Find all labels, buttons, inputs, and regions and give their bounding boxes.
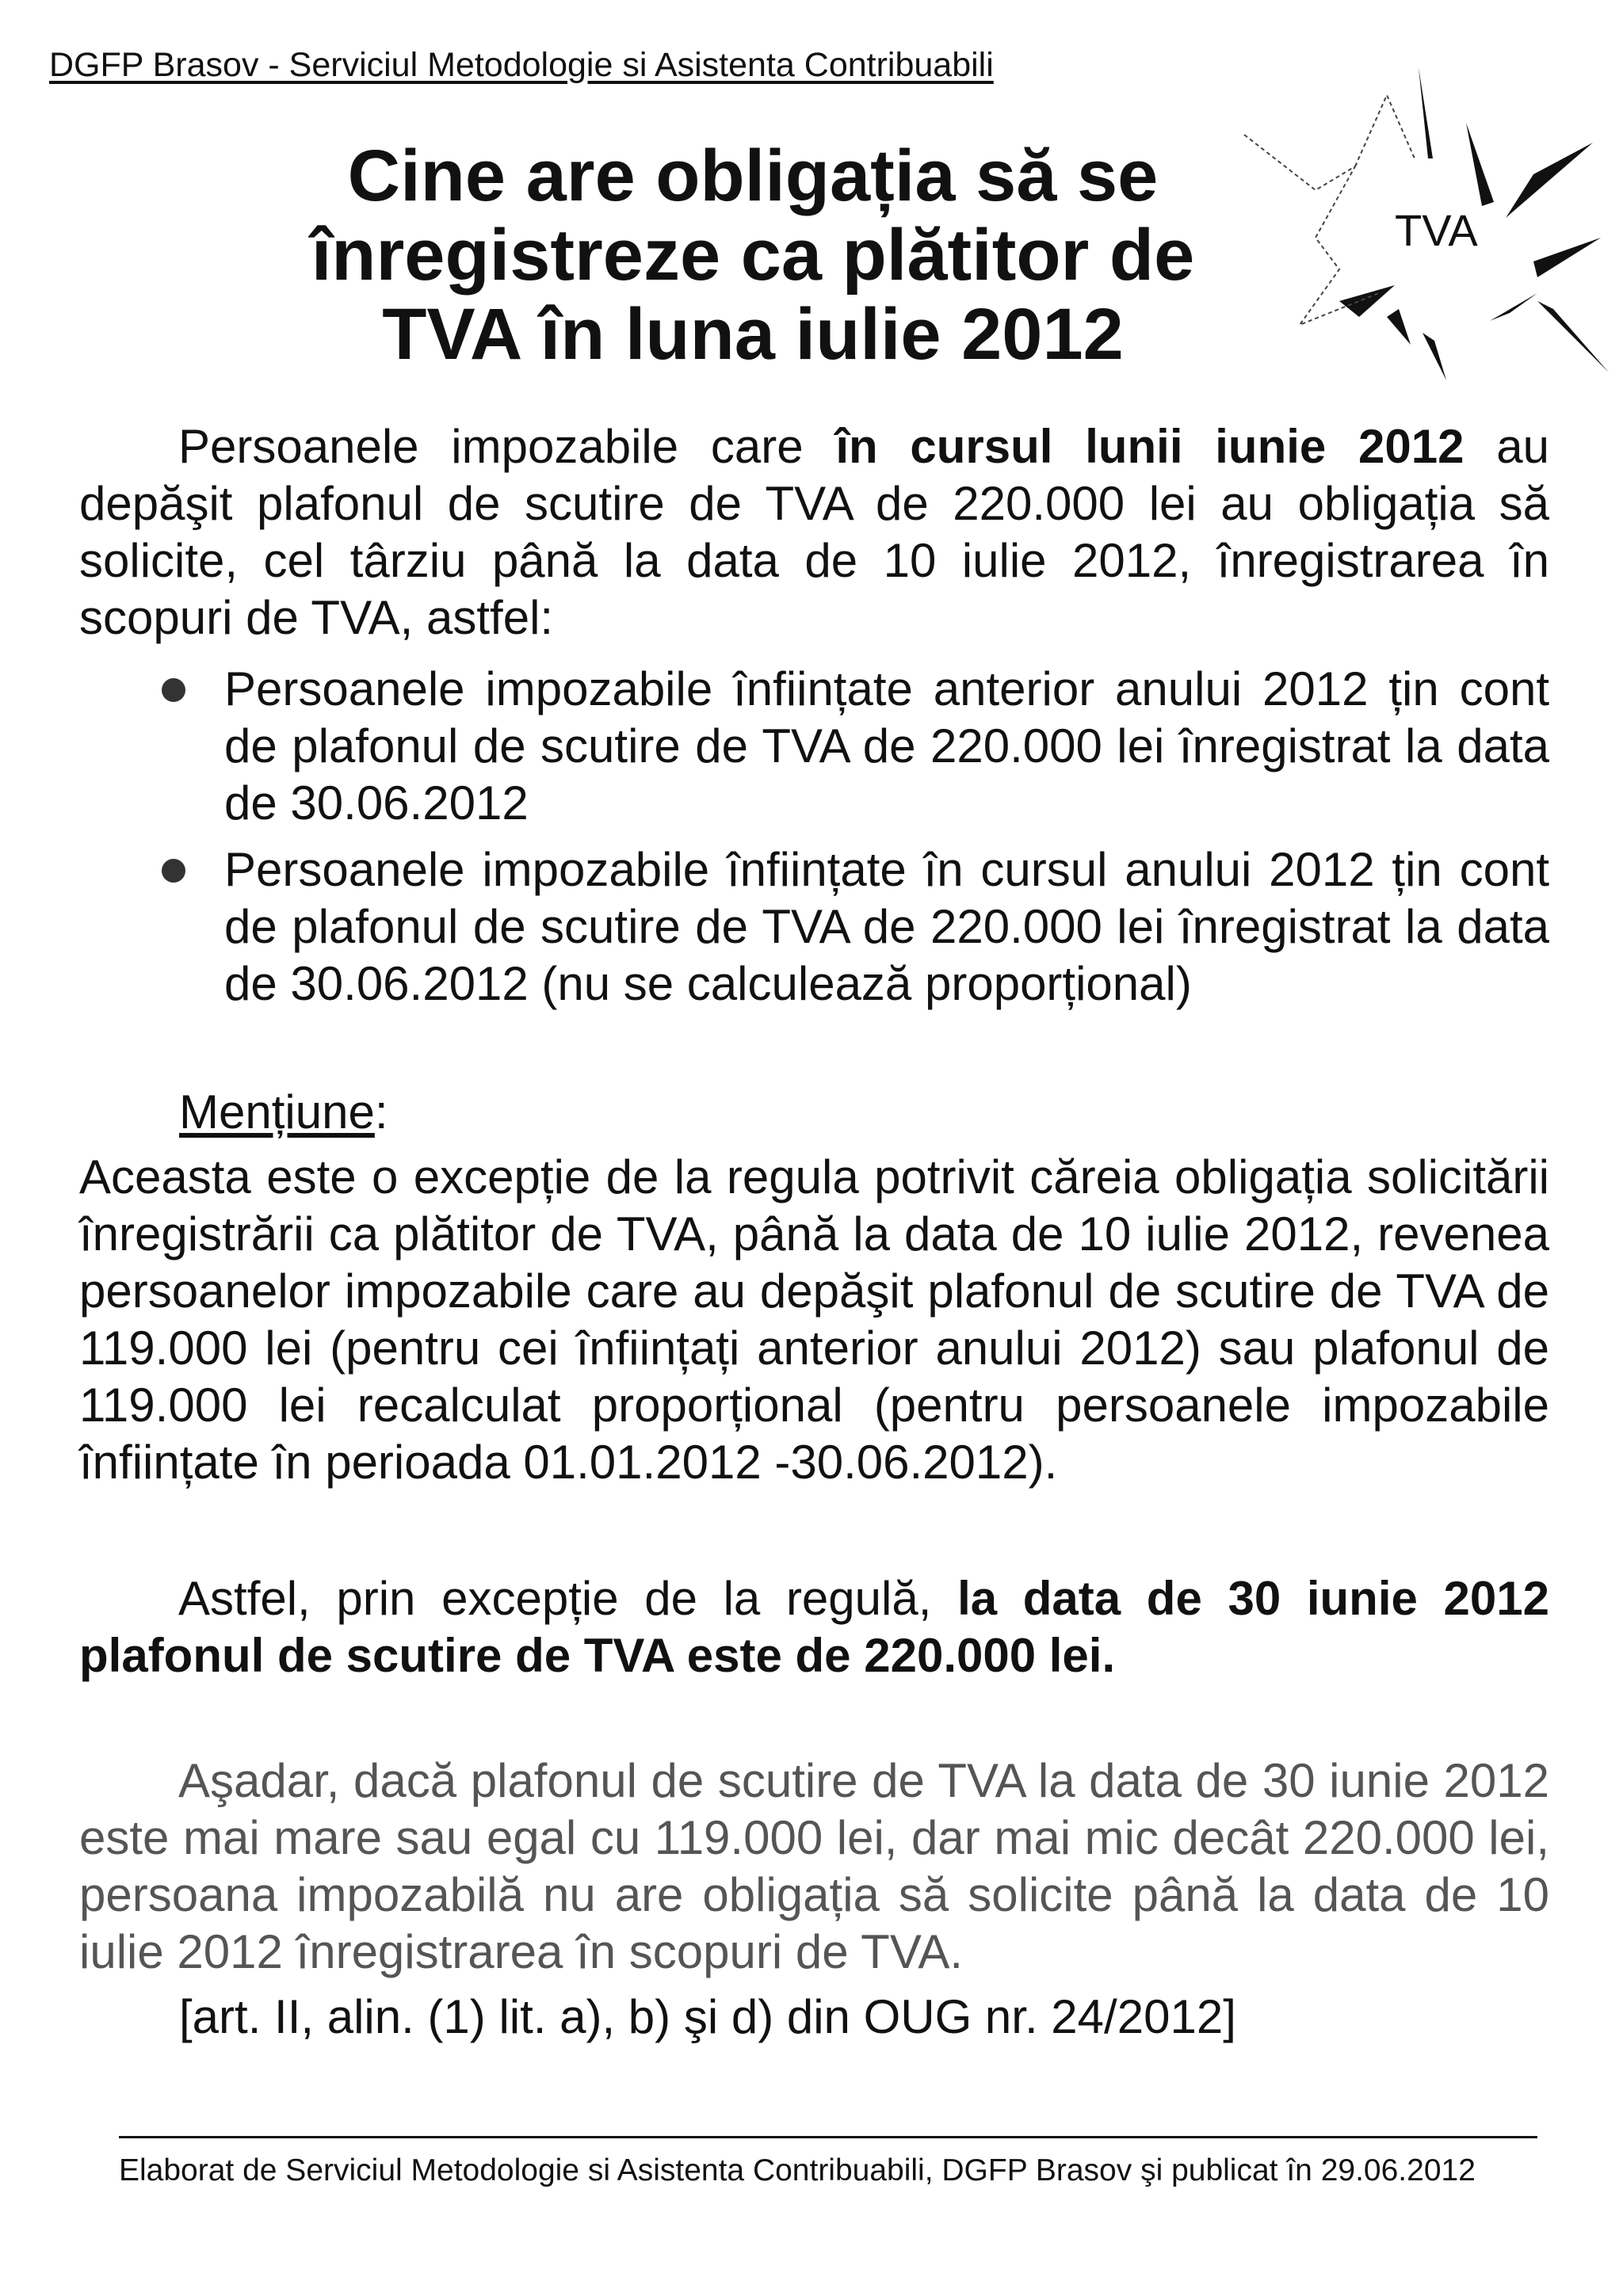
title-line-2: înregistreze ca plătitor de (311, 215, 1195, 296)
intro-text-2: au depăşit plafonul de scutire de TVA de 220.000 lei au obligația să solicite, cel târziu până la data de 10 iulie 2012, înregistrarea în scopuri de TVA, astfel: (79, 420, 1549, 644)
footer-note: Elaborat de Serviciul Metodologie si Asistenta Contribuabili, DGFP Brasov şi publicat în 29.06.2012 (119, 2153, 1476, 2187)
legal-reference: [art. II, alin. (1) lit. a), b) şi d) din OUG nr. 24/2012] (179, 1990, 1236, 2043)
document-header: DGFP Brasov - Serviciul Metodologie si Asistenta Contribuabili (49, 46, 994, 84)
conclusion-paragraph (79, 1570, 1549, 1684)
title-line-1: Cine are obligația să se (347, 135, 1159, 216)
badge-label: TVA (1395, 205, 1478, 255)
intro-paragraph (79, 418, 1549, 646)
bullet-list (158, 661, 1549, 1022)
intro-bold: în cursul lunii iunie 2012 (835, 420, 1465, 473)
mention-heading (179, 1084, 388, 1141)
conclusion-text: Astfel, prin excepție de la regulă, (178, 1572, 958, 1625)
tva-starburst-icon (1220, 48, 1617, 396)
bullet-text: Persoanele impozabile înființate în cursul anului 2012 țin cont de plafonul de scutire de TVA de 220.000 lei înregistrat la data de 30.06.2012 (nu se calculează proporțional) (224, 843, 1549, 1010)
summary-paragraph: Aşadar, dacă plafonul de scutire de TVA la data de 30 iunie 2012 este mai mare sau egal cu 119.000 lei, dar mai mic decât 220.000 lei, persoana impozabilă nu are obligația să solicite până la data de 10 iulie 2012 înregistrarea în scopuri de TVA. (79, 1754, 1549, 1978)
list-item (158, 841, 1549, 1013)
list-item (158, 661, 1549, 832)
title-line-3: TVA în luna iulie 2012 (382, 294, 1124, 375)
footer-divider (119, 2136, 1537, 2138)
bullet-icon (162, 678, 185, 702)
mention-colon: : (374, 1085, 388, 1138)
page-title (238, 136, 1268, 374)
bullet-icon (162, 859, 185, 883)
conclusion-bold: la data de 30 iunie 2012 plafonul de scutire de TVA este de 220.000 lei. (79, 1572, 1549, 1682)
exception-paragraph: Aceasta este o excepție de la regula potrivit căreia obligația solicitării înregistrării ca plătitor de TVA, până la data de 10 iulie 2012, revenea persoanelor impozabile care au depăşit plafonul de scutire de TVA de 119.000 lei (pentru cei înființați anterior anului 2012) sau plafonul de 119.000 lei recalculat proporțional (pentru persoanele impozabile înființate în perioada 01.01.2012 -30.06.2012). (79, 1150, 1549, 1489)
bullet-text: Persoanele impozabile înființate anterior anului 2012 țin cont de plafonul de scutire de TVA de 220.000 lei înregistrat la data de 30.06.2012 (224, 662, 1549, 830)
mention-label: Mențiune (179, 1085, 375, 1138)
intro-text-1: Persoanele impozabile care (178, 420, 836, 473)
